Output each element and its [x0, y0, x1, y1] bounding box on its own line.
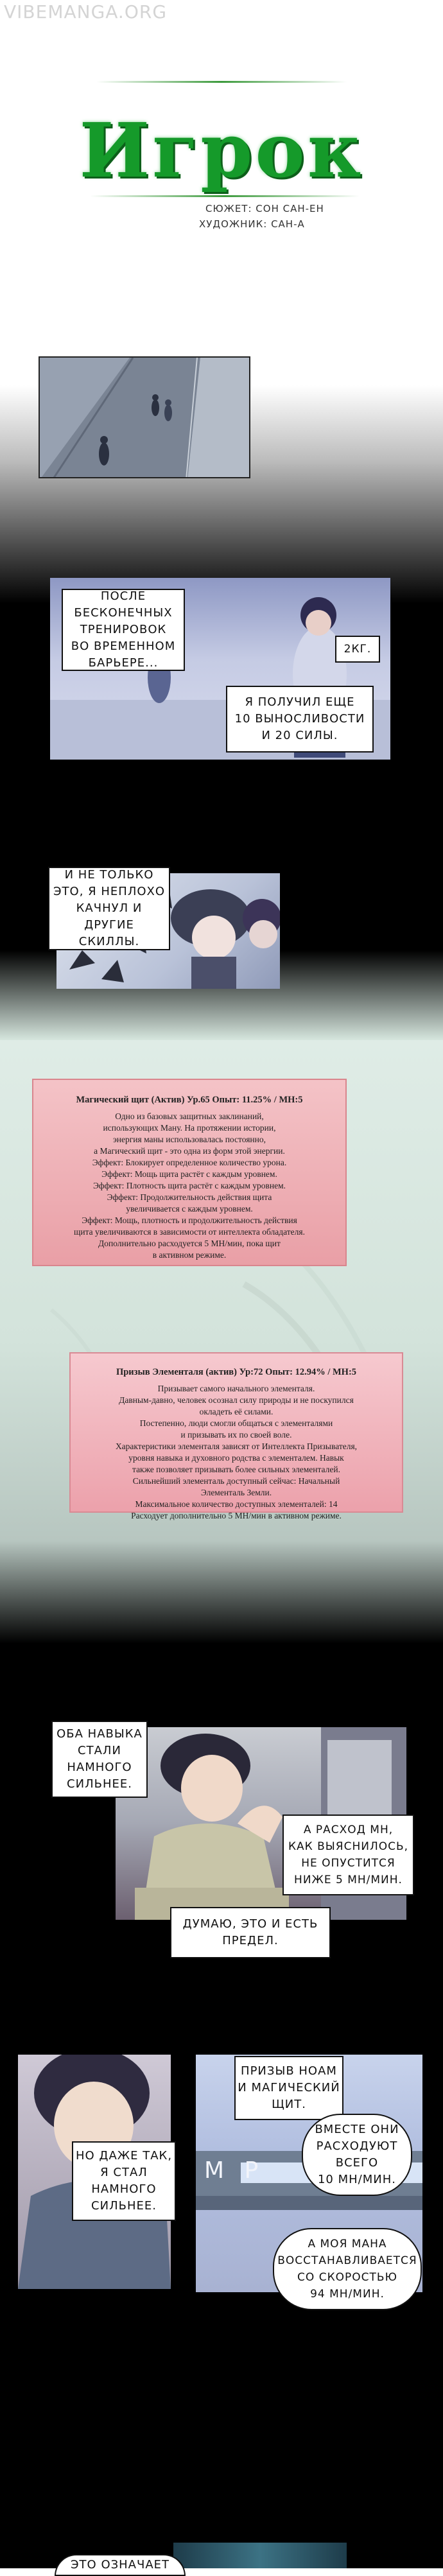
speech-bubble-2kg: 2КГ.	[335, 636, 380, 663]
speech-bubble-together-cost: ВМЕСТЕ ОНИ РАСХОДУЮТ ВСЕГО 10 МН/МИН.	[302, 2114, 412, 2196]
skill-description-magic-shield: Одно из базовых защитных заклинаний, использующих Ману. На протяжении истории, энергия маны использовалась постоянно, а Магический щит - это одна из форм этой энергии. Эффект: Блокирует определенное количество урона. Эффект: Мощь щита растёт с каждым уровнем. Эффект: Плотность щита растёт с каждым уровнем. Эффект: Продолжительность действия щита увеличивается с каждым уровнем. Эффект: Мощь, плотность и продолжительность действия щита увеличиваются в зависимости от интеллекта обладателя. Дополнительно расходуется 5 МН/мин, пока щит в активном режиме.	[73, 1111, 305, 1260]
credits-art: ХУДОЖНИК: САН-А	[199, 218, 305, 230]
watermark: VIBEMANGA.ORG	[4, 1, 168, 22]
skill-header-magic-shield: Магический щит (Актив) Ур.65 Опыт: 11.25% / МН:5	[76, 1095, 303, 1105]
speech-bubble-mana-regen: А МОЯ МАНА ВОССТАНАВЛИВАЕТСЯ СО СКОРОСТЬЮ 94 МН/МИН.	[273, 2228, 422, 2310]
bottom-narration: ЭТО ОЗНАЧАЕТ	[55, 2554, 186, 2576]
speech-bubble-even-so: НО ДАЖЕ ТАК, Я СТАЛ НАМНОГО СИЛЬНЕЕ.	[72, 2141, 176, 2221]
speech-bubble-mp-cost: А РАСХОД МН, КАК ВЫЯСНИЛОСЬ, НЕ ОПУСТИТСЯ НИЖЕ 5 МН/МИН.	[282, 1815, 414, 1895]
speech-bubble-stats-gain: Я ПОЛУЧИЛ ЕЩЕ 10 ВЫНОСЛИВОСТИ И 20 СИЛЫ.	[226, 686, 374, 753]
speech-bubble-both-skills: ОБА НАВЫКА СТАЛИ НАМНОГО СИЛЬНЕЕ.	[51, 1721, 148, 1798]
speech-bubble-summon-and-shield: ПРИЗЫВ НОАМ И МАГИЧЕСКИЙ ЩИТ.	[234, 2056, 343, 2120]
speech-bubble-other-skills: И НЕ ТОЛЬКО ЭТО, Я НЕПЛОХО КАЧНУЛ И ДРУГИЕ СКИЛЛЫ.	[48, 867, 170, 950]
credits-story: СЮЖЕТ: СОН САН-ЕН	[205, 203, 324, 214]
bottom-panel-strip	[173, 2543, 347, 2568]
skill-window-magic-shield	[32, 1079, 347, 1266]
skill-window-summon-elemental	[69, 1352, 403, 1520]
mp-label: M P	[204, 2157, 265, 2184]
road-illustration	[40, 358, 250, 478]
panel-road-running	[39, 356, 250, 478]
gradient-mint-to-black	[0, 1541, 443, 1644]
logo-title: Игрок	[79, 107, 364, 195]
speech-bubble-limit: ДУМАЮ, ЭТО И ЕСТЬ ПРЕДЕЛ.	[170, 1907, 331, 1958]
skill-header-summon-elemental: Призыв Элементаля (актив) Ур:72 Опыт: 12.94% / МН:5	[116, 1367, 357, 1377]
skill-description-summon-elemental: Призывает самого начального элементаля. Давным-давно, человек осознал силу природы и не поскупился окладеть её силами. Постепенно, люди смогли общаться с элементалями и призывать их по своей воле. Характеристики элементаля зависят от Интеллекта Призывателя, уровня навыка и духовного родства с элементалем. Навык также позволяет призывать более сильных элементалей. Сильнейший элементаль доступный сейчас: Начальный Элементаль Земли. Максимальное количество доступных элементалей: 14 Расходует дополнительно 5 МН/мин в активном режиме.	[115, 1384, 358, 1520]
logo-bottom-line	[90, 195, 360, 197]
logo-top-line	[96, 81, 347, 83]
speech-bubble-after-training: ПОСЛЕ БЕСКОНЕЧНЫХ ТРЕНИРОВОК ВО ВРЕМЕННОМ БАРЬЕРЕ...	[62, 589, 185, 671]
